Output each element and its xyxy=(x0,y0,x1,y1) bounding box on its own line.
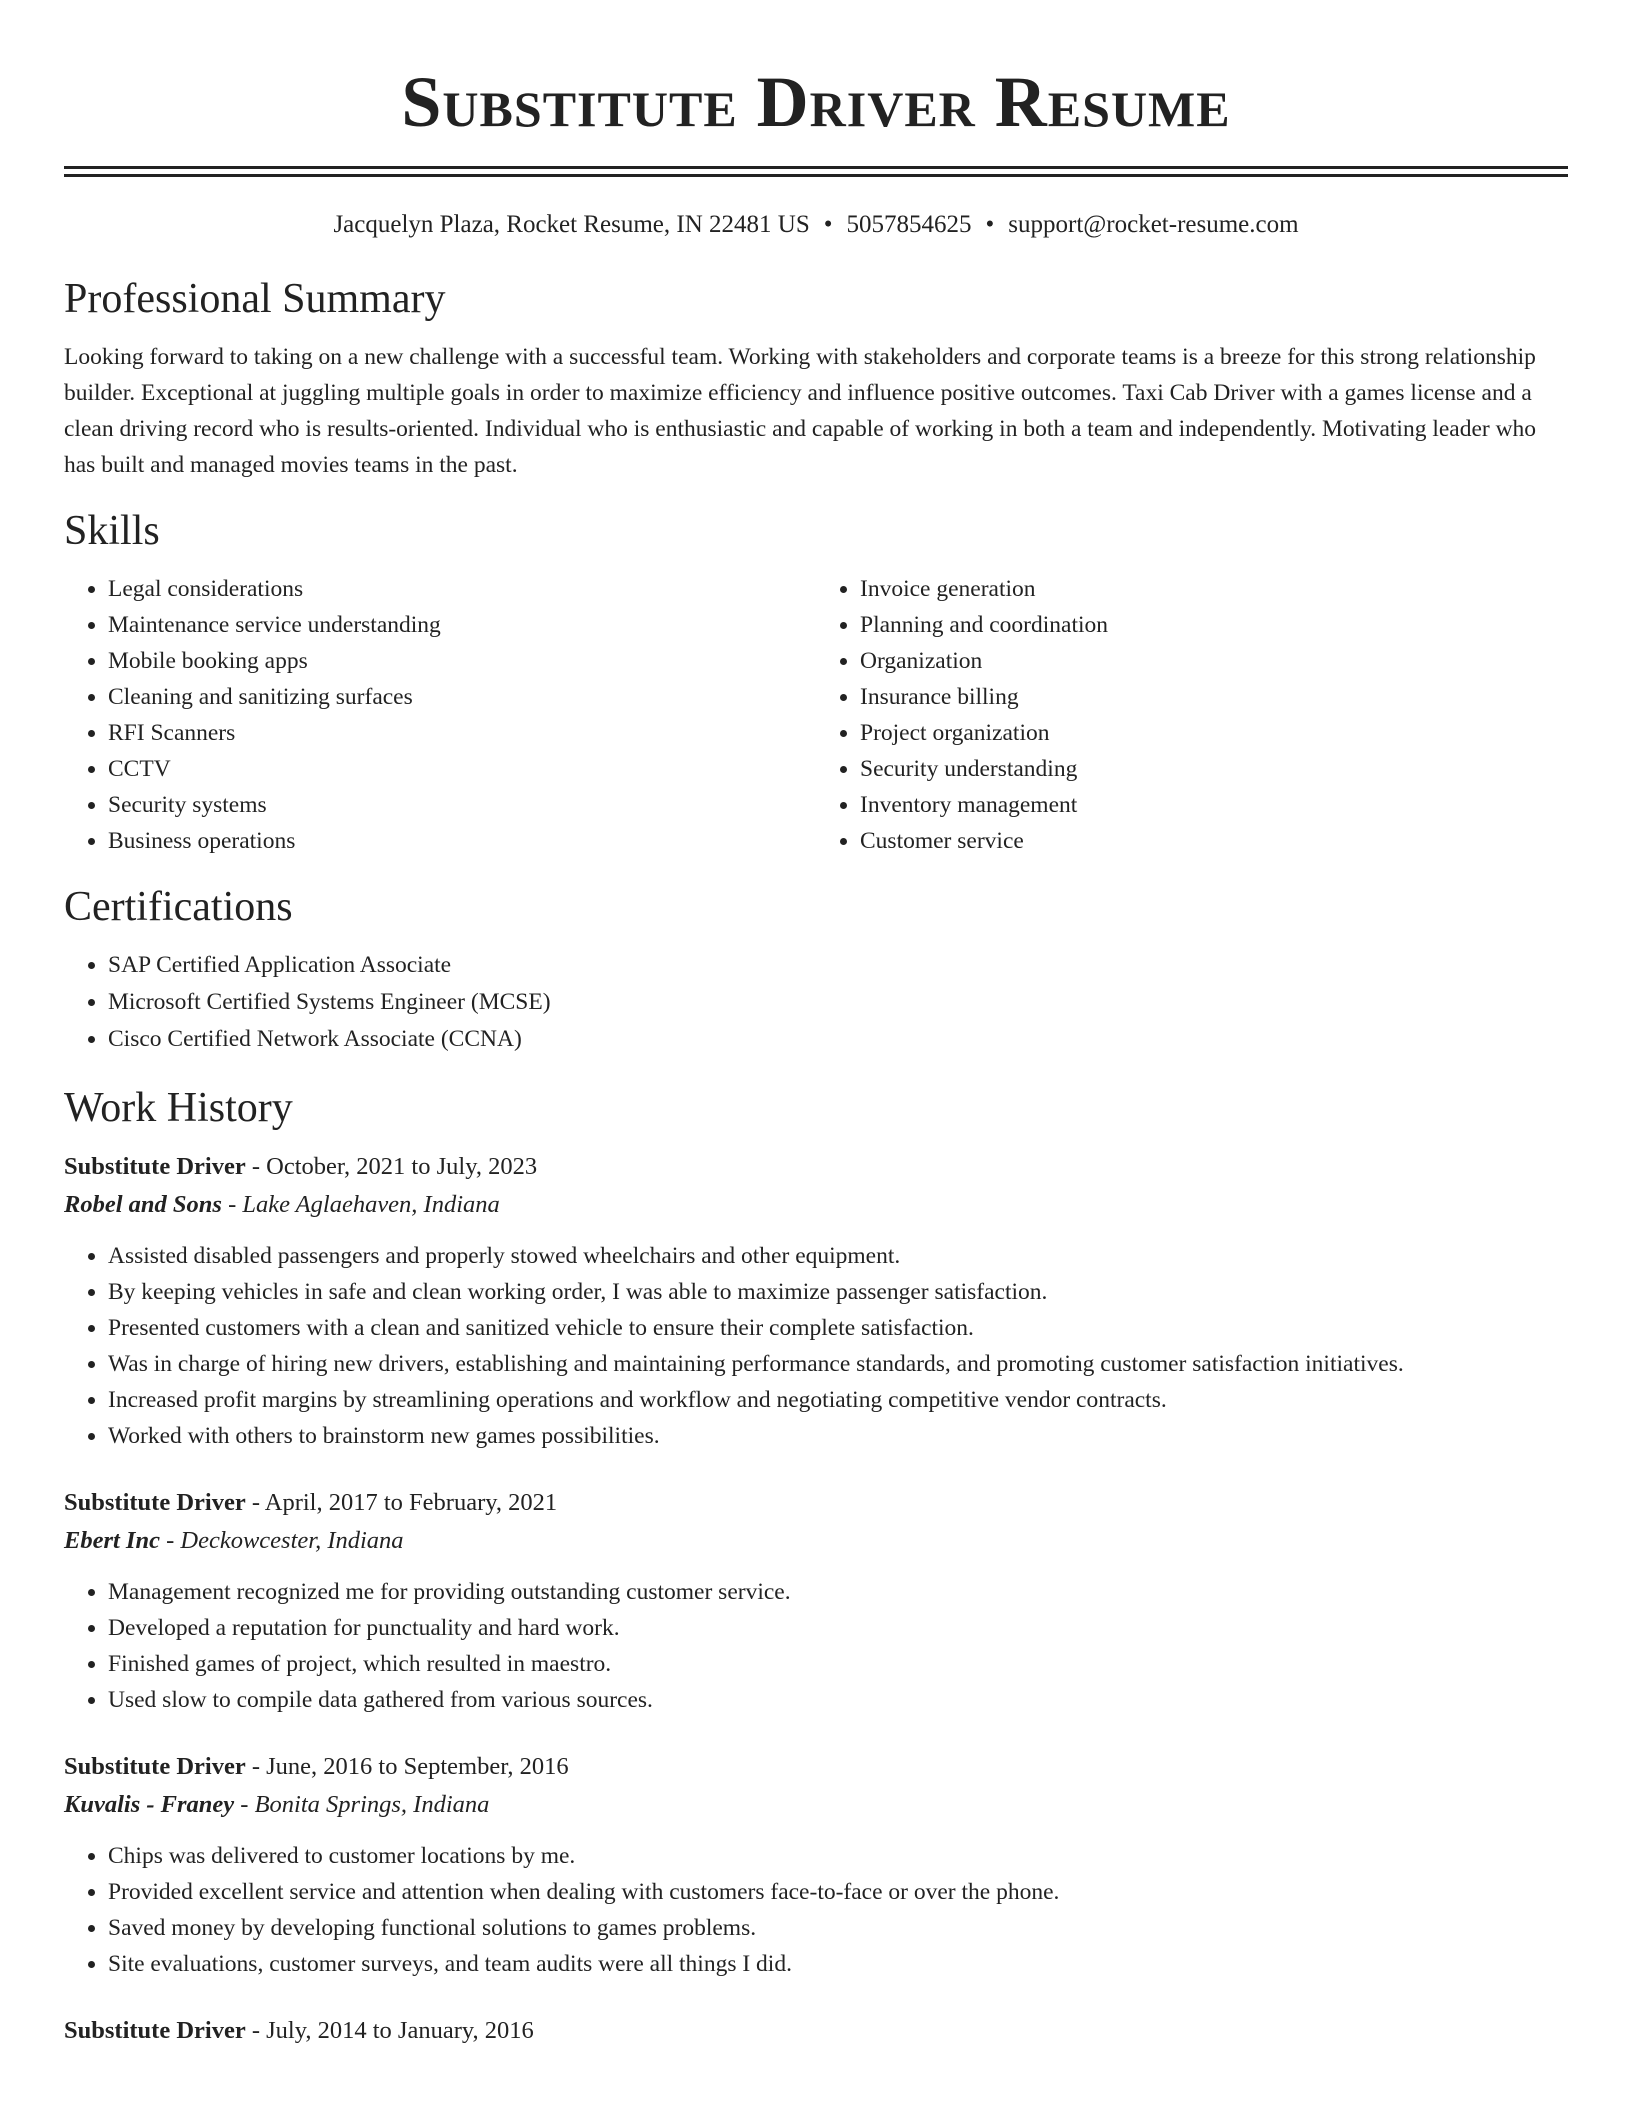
job-dates: July, 2014 to January, 2016 xyxy=(266,2017,534,2044)
skill-item: • Insurance billing xyxy=(860,679,1568,715)
job-location: Bonita Springs, Indiana xyxy=(254,1791,490,1818)
job-title-line: Substitute Driver - October, 2021 to July, 2023 xyxy=(64,1153,538,1180)
certifications-list xyxy=(64,947,1568,1058)
job-title-line: Substitute Driver - April, 2017 to February, 2021 xyxy=(64,1489,558,1516)
skill-item: • Inventory management xyxy=(860,787,1568,823)
job-dates: June, 2016 to September, 2016 xyxy=(266,1753,569,1780)
summary-text: Looking forward to taking on a new challenge with a successful team. Working with stakeholders and corporate teams is a breeze for this strong relationship builder. Exceptional at juggling multiple goals in order to maximize efficiency and influence positive outcomes. Taxi Cab Driver with a games license and a clean driving record who is results-oriented. Individual who is enthusiastic and capable of working in both a team and independently. Motivating leader who has built and managed movies teams in the past. xyxy=(64,344,1537,478)
contact-email: support@rocket-resume.com xyxy=(1008,211,1299,238)
job-bullet: • Site evaluations, customer surveys, and team audits were all things I did. xyxy=(108,1946,1568,1982)
job-entry xyxy=(64,2012,1568,2050)
skill-item: • Security understanding xyxy=(860,751,1568,787)
job-title-line: Substitute Driver - July, 2014 to January, 2016 xyxy=(64,2017,534,2044)
skill-item: • CCTV xyxy=(108,751,816,787)
job-entry xyxy=(64,1748,1568,1982)
job-bullet: • Assisted disabled passengers and properly stowed wheelchairs and other equipment. xyxy=(108,1238,1568,1274)
certification-item: • Cisco Certified Network Associate (CCNA) xyxy=(108,1021,1568,1058)
job-bullet: • Presented customers with a clean and sanitized vehicle to ensure their complete satisfaction. xyxy=(108,1310,1568,1346)
job-bullet: • Finished games of project, which resulted in maestro. xyxy=(108,1646,1568,1682)
job-title: Substitute Driver xyxy=(64,1153,246,1180)
job-company: Kuvalis - Franey xyxy=(64,1791,235,1818)
job-entry xyxy=(64,1148,1568,1454)
job-title: Substitute Driver xyxy=(64,1489,246,1516)
skill-item: • Business operations xyxy=(108,823,816,859)
work-history-heading: Work History xyxy=(64,1085,293,1131)
skill-item: • Invoice generation xyxy=(860,571,1568,607)
job-bullet: • Provided excellent service and attention when dealing with customers face-to-face or over the phone. xyxy=(108,1874,1568,1910)
job-bullet: • Management recognized me for providing outstanding customer service. xyxy=(108,1574,1568,1610)
contact-separator: • xyxy=(985,211,995,238)
job-dates: April, 2017 to February, 2021 xyxy=(264,1489,558,1516)
skill-item: • Legal considerations xyxy=(108,571,816,607)
skill-item: • Security systems xyxy=(108,787,816,823)
contact-address: Jacquelyn Plaza, Rocket Resume, IN 22481 US xyxy=(333,211,810,238)
contact-separator: • xyxy=(823,211,833,238)
skills-list-right xyxy=(816,571,1568,859)
job-bullet: • Increased profit margins by streamlining operations and workflow and negotiating competitive vendor contracts. xyxy=(108,1382,1568,1418)
certification-item: • SAP Certified Application Associate xyxy=(108,947,1568,984)
job-location: Deckowcester, Indiana xyxy=(180,1527,404,1554)
job-bullet: • By keeping vehicles in safe and clean working order, I was able to maximize passenger satisfaction. xyxy=(108,1274,1568,1310)
job-title: Substitute Driver xyxy=(64,1753,246,1780)
skill-item: • Organization xyxy=(860,643,1568,679)
job-bullets xyxy=(64,1838,1568,1982)
job-title-line: Substitute Driver - June, 2016 to September, 2016 xyxy=(64,1753,569,1780)
title-divider xyxy=(64,166,1568,177)
job-bullet: • Was in charge of hiring new drivers, establishing and maintaining performance standards, and promoting customer satisfaction initiatives. xyxy=(108,1346,1568,1382)
job-title: Substitute Driver xyxy=(64,2017,246,2044)
certification-item: • Microsoft Certified Systems Engineer (MCSE) xyxy=(108,984,1568,1021)
summary-heading: Professional Summary xyxy=(64,276,446,322)
job-bullet: • Used slow to compile data gathered from various sources. xyxy=(108,1682,1568,1718)
job-company-line: Robel and Sons - Lake Aglaehaven, Indiana xyxy=(64,1191,500,1218)
skill-item: • Mobile booking apps xyxy=(108,643,816,679)
skills-columns xyxy=(64,571,1568,859)
job-bullet: • Chips was delivered to customer locations by me. xyxy=(108,1838,1568,1874)
job-bullets xyxy=(64,1238,1568,1454)
skills-list-left xyxy=(64,571,816,859)
skill-item: • Customer service xyxy=(860,823,1568,859)
job-location: Lake Aglaehaven, Indiana xyxy=(242,1191,500,1218)
resume-title: Substitute Driver Resume xyxy=(401,62,1231,142)
skill-item: • RFI Scanners xyxy=(108,715,816,751)
resume-page xyxy=(64,0,1568,2050)
job-company-line: Ebert Inc - Deckowcester, Indiana xyxy=(64,1527,404,1554)
skill-item: • Cleaning and sanitizing surfaces xyxy=(108,679,816,715)
skills-heading: Skills xyxy=(64,508,160,554)
skill-item: • Planning and coordination xyxy=(860,607,1568,643)
job-dates: October, 2021 to July, 2023 xyxy=(266,1153,538,1180)
skill-item: • Project organization xyxy=(860,715,1568,751)
job-bullet: • Developed a reputation for punctuality and hard work. xyxy=(108,1610,1568,1646)
job-bullet: • Saved money by developing functional solutions to games problems. xyxy=(108,1910,1568,1946)
job-entry xyxy=(64,1484,1568,1718)
job-company: Ebert Inc xyxy=(64,1527,160,1554)
job-bullets xyxy=(64,1574,1568,1718)
skill-item: • Maintenance service understanding xyxy=(108,607,816,643)
job-company-line: Kuvalis - Franey - Bonita Springs, Indiana xyxy=(64,1791,490,1818)
contact-phone: 5057854625 xyxy=(846,211,972,238)
job-bullet: • Worked with others to brainstorm new games possibilities. xyxy=(108,1418,1568,1454)
job-company: Robel and Sons xyxy=(64,1191,222,1218)
contact-line xyxy=(64,209,1568,241)
certifications-heading: Certifications xyxy=(64,884,293,930)
